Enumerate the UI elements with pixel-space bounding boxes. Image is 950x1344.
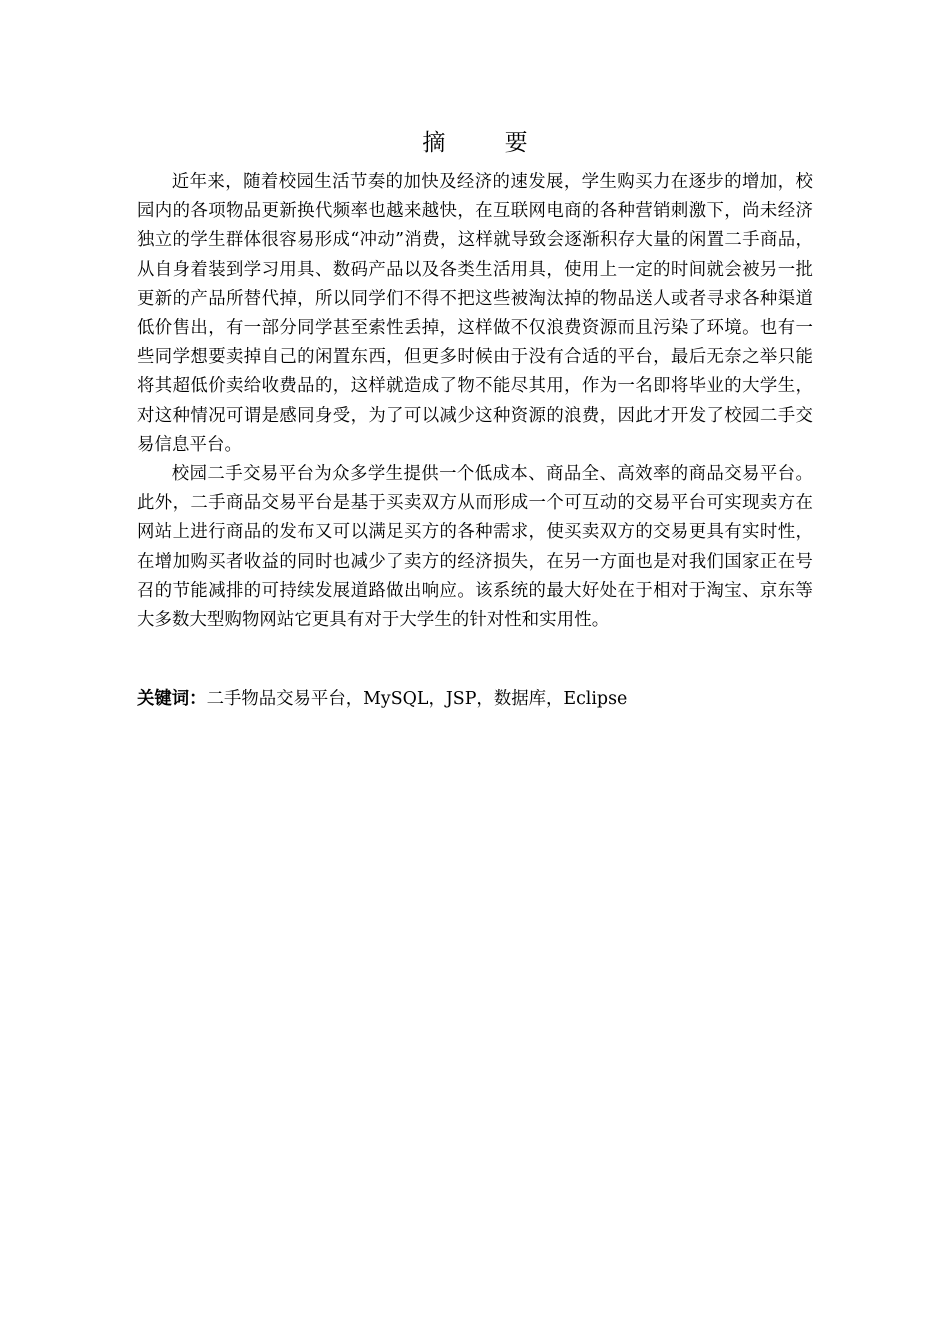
abstract-paragraph-2: 校园二手交易平台为众多学生提供一个低成本、商品全、高效率的商品交易平台。此外，二手商品交易平台是基于买卖双方从而形成一个可互动的交易平台可实现卖方在网站上进行商品的发布又可以满足买方的各种需求，使买卖双方的交易更具有实时性，在增加购买者收益的同时也减少了卖方的经济损失，在另一方面也是对我们国家正在号召的节能减排的可持续发展道路做出响应。该系统的最大好处在于相对于淘宝、京东等大多数大型购物网站它更具有对于大学生的针对性和实用性。 — [137, 464, 813, 631]
abstract-paragraph-1: 近年来，随着校园生活节奏的加快及经济的速发展，学生购买力在逐步的增加，校园内的各项物品更新换代频率也越来越快，在互联网电商的各种营销刺激下，尚未经济独立的学生群体很容易形成“冲动”消费，这样就导致会逐渐积存大量的闲置二手商品，从自身着装到学习用具、数码产品以及各类生活用具，使用上一定的时间就会被另一批更新的产品所替代掉，所以同学们不得不把这些被淘汰掉的物品送人或者寻求各种渠道低价售出，有一部分同学甚至索性丢掉，这样做不仅浪费资源而且污染了环境。也有一些同学想要卖掉自己的闲置东西，但更多时候由于没有合适的平台，最后无奈之举只能将其超低价卖给收费品的，这样就造成了物不能尽其用，作为一名即将毕业的大学生，对这种情况可谓是感同身受，为了可以减少这种资源的浪费，因此才开发了校园二手交易信息平台。 — [137, 172, 813, 455]
keywords-label: 关键词： — [137, 689, 207, 709]
keywords-value: 二手物品交易平台，MySQL，JSP，数据库，Eclipse — [206, 689, 628, 709]
keywords-line — [137, 685, 813, 714]
abstract-body — [137, 168, 813, 635]
abstract-title: 摘 要 — [422, 130, 554, 156]
